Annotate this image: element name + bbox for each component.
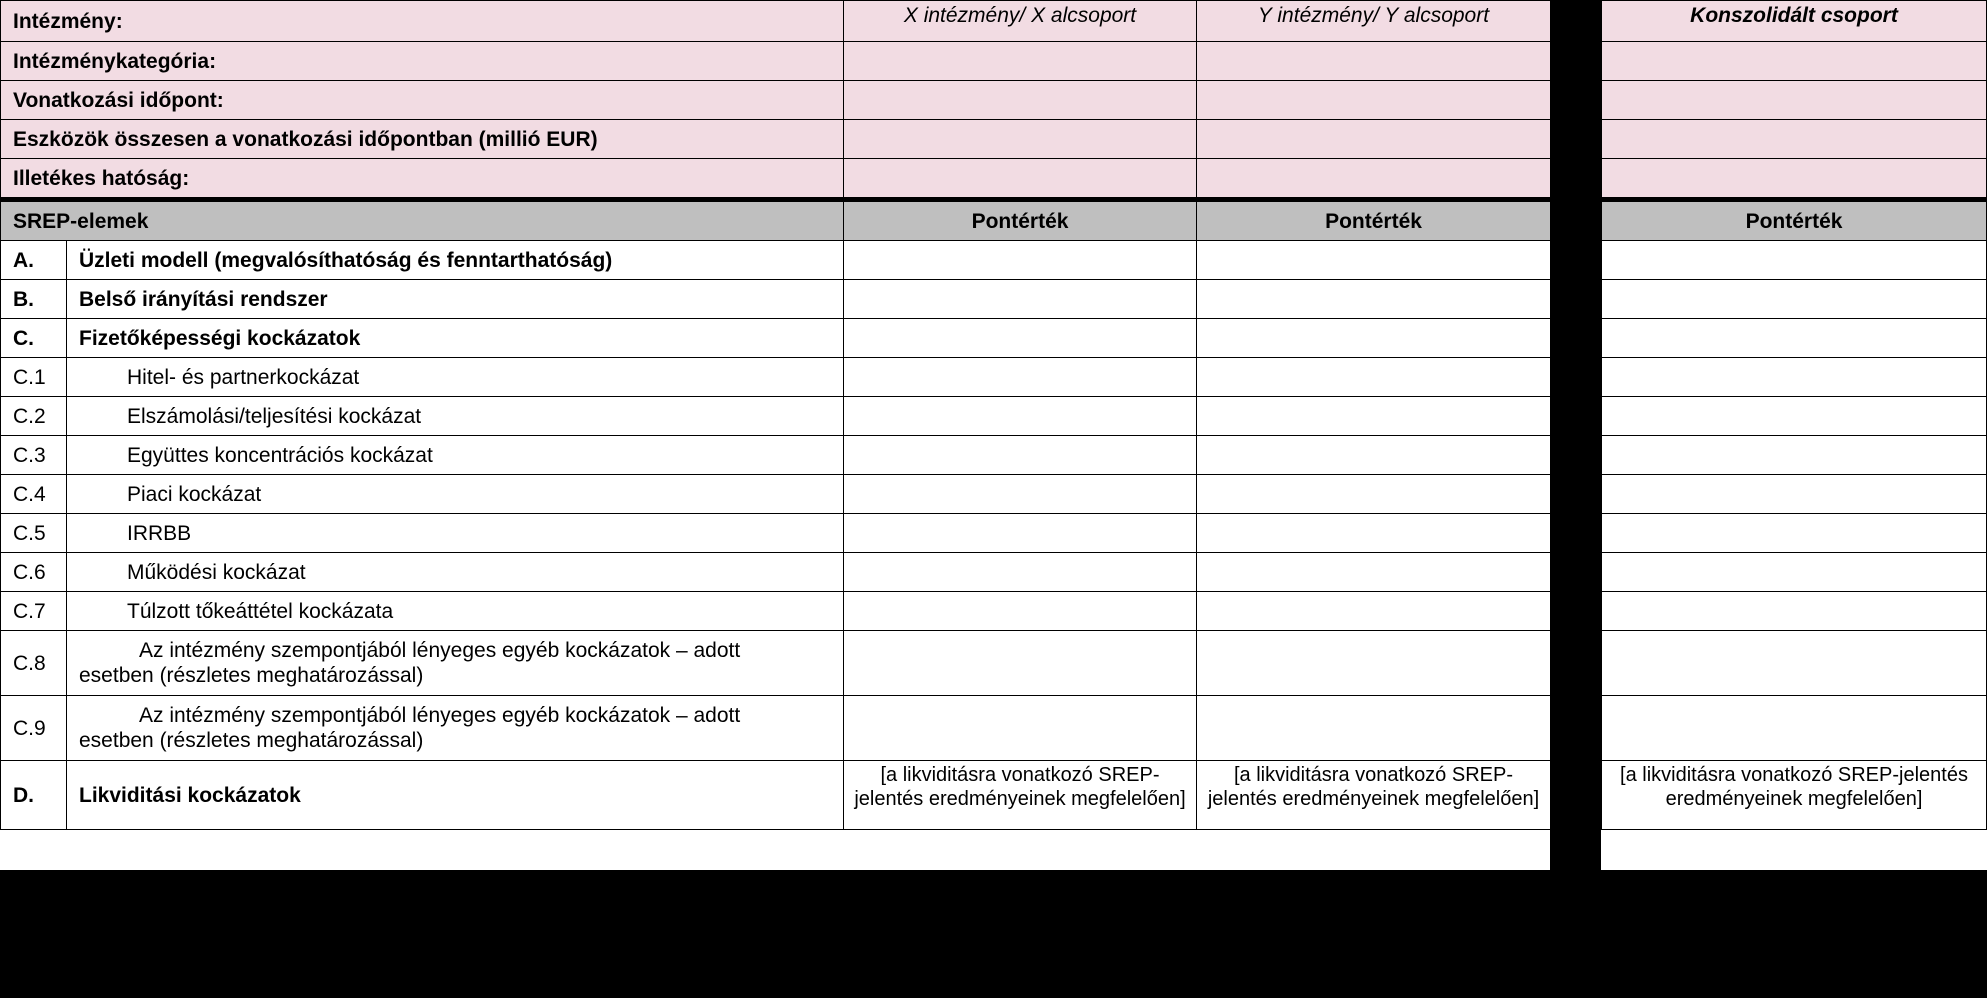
- authority-y: [1197, 159, 1551, 200]
- cons-row-c3: [1602, 436, 1987, 475]
- element-code: C.1: [1, 358, 67, 397]
- consolidated-table: [1601, 0, 1987, 870]
- institution-label: Intézmény:: [1, 1, 844, 42]
- element-label: [67, 631, 844, 696]
- score-cell-y: [1197, 358, 1551, 397]
- score-cell-y: [1197, 436, 1551, 475]
- score-cell-x: [844, 397, 1197, 436]
- score-cell-x: [844, 631, 1197, 696]
- score-cell-x: [844, 436, 1197, 475]
- element-code: C.6: [1, 553, 67, 592]
- cons-row-c5: [1602, 514, 1987, 553]
- element-row-c2: [1, 397, 1551, 436]
- cons-row-reference-date: [1602, 81, 1987, 120]
- element-label: [67, 696, 844, 761]
- info-row-authority: [1, 159, 1551, 200]
- institution-y: Y intézmény/ Y alcsoport: [1197, 1, 1551, 42]
- liquidity-note-y: [a likviditásra vonatkozó SREP-jelentés eredményeinek megfelelően]: [1197, 761, 1551, 830]
- cons-row-c6: [1602, 553, 1987, 592]
- cons-row-d: [1602, 761, 1987, 830]
- score-cell-y: [1197, 631, 1551, 696]
- score-cell-cons: [1602, 553, 1987, 592]
- element-label: Fizetőképességi kockázatok: [67, 319, 844, 358]
- element-code: B.: [1, 280, 67, 319]
- element-label: Piaci kockázat: [67, 475, 844, 514]
- element-row-b: [1, 280, 1551, 319]
- score-cell-cons: [1602, 397, 1987, 436]
- score-cell-cons: [1602, 514, 1987, 553]
- element-row-c5: [1, 514, 1551, 553]
- score-cell-cons: [1602, 475, 1987, 514]
- score-cell-x: [844, 553, 1197, 592]
- element-label: Elszámolási/teljesítési kockázat: [67, 397, 844, 436]
- institution-x: X intézmény/ X alcsoport: [844, 1, 1197, 42]
- cons-row-c8: [1602, 631, 1987, 696]
- score-cell-x: [844, 358, 1197, 397]
- category-label: Intézménykategória:: [1, 42, 844, 81]
- score-cell-y: [1197, 475, 1551, 514]
- cons-row-a: [1602, 241, 1987, 280]
- cons-row-c4: [1602, 475, 1987, 514]
- liquidity-note-x: [a likviditásra vonatkozó SREP-jelentés eredményeinek megfelelően]: [844, 761, 1197, 830]
- element-code: A.: [1, 241, 67, 280]
- element-label: Működési kockázat: [67, 553, 844, 592]
- element-row-c1: [1, 358, 1551, 397]
- reference-date-label: Vonatkozási időpont:: [1, 81, 844, 120]
- score-header-y: Pontérték: [1197, 200, 1551, 241]
- element-row-c6: [1, 553, 1551, 592]
- info-row-reference-date: [1, 81, 1551, 120]
- score-cell-x: [844, 592, 1197, 631]
- cons-category: [1602, 42, 1987, 81]
- element-label-text: Az intézmény szempontjából lényeges egyéb kockázatok – adott esetben (részletes meghatározással): [79, 639, 741, 687]
- element-label: Belső irányítási rendszer: [67, 280, 844, 319]
- element-label-text: Az intézmény szempontjából lényeges egyéb kockázatok – adott esetben (részletes meghatározással): [79, 704, 741, 752]
- score-cell-y: [1197, 319, 1551, 358]
- score-cell-x: [844, 475, 1197, 514]
- element-code: C.9: [1, 696, 67, 761]
- score-cell-y: [1197, 280, 1551, 319]
- category-x: [844, 42, 1197, 81]
- score-cell-cons: [1602, 319, 1987, 358]
- score-header-cons: Pontérték: [1602, 200, 1987, 241]
- element-row-a: [1, 241, 1551, 280]
- score-cell-x: [844, 241, 1197, 280]
- cons-header-row: [1602, 200, 1987, 241]
- element-row-c4: [1, 475, 1551, 514]
- reference-date-y: [1197, 81, 1551, 120]
- element-row-c9: [1, 696, 1551, 761]
- info-row-institution: [1, 1, 1551, 42]
- cons-row-c7: [1602, 592, 1987, 631]
- element-code: C.4: [1, 475, 67, 514]
- total-assets-y: [1197, 120, 1551, 159]
- liquidity-note-cons: [a likviditásra vonatkozó SREP-jelentés eredményeinek megfelelően]: [1602, 761, 1987, 830]
- authority-label: Illetékes hatóság:: [1, 159, 844, 200]
- score-cell-cons: [1602, 696, 1987, 761]
- score-cell-y: [1197, 696, 1551, 761]
- score-cell-y: [1197, 241, 1551, 280]
- element-code: C.: [1, 319, 67, 358]
- header-row: [1, 200, 1551, 241]
- score-cell-x: [844, 280, 1197, 319]
- total-assets-label: Eszközök összesen a vonatkozási időpontban (millió EUR): [1, 120, 844, 159]
- score-cell-cons: [1602, 592, 1987, 631]
- element-code: C.8: [1, 631, 67, 696]
- element-label: Túlzott tőkeáttétel kockázata: [67, 592, 844, 631]
- element-code: C.2: [1, 397, 67, 436]
- element-label: Együttes koncentrációs kockázat: [67, 436, 844, 475]
- cons-row-total-assets: [1602, 120, 1987, 159]
- score-cell-x: [844, 514, 1197, 553]
- score-cell-y: [1197, 514, 1551, 553]
- element-row-c8: [1, 631, 1551, 696]
- element-label: IRRBB: [67, 514, 844, 553]
- authority-x: [844, 159, 1197, 200]
- element-label: Likviditási kockázatok: [67, 761, 844, 830]
- score-header-x: Pontérték: [844, 200, 1197, 241]
- score-cell-x: [844, 319, 1197, 358]
- element-code: C.7: [1, 592, 67, 631]
- cons-row-institution: [1602, 1, 1987, 42]
- score-cell-y: [1197, 397, 1551, 436]
- cons-row-c: [1602, 319, 1987, 358]
- element-code: C.5: [1, 514, 67, 553]
- cons-row-c1: [1602, 358, 1987, 397]
- consolidated-group-label: Konszolidált csoport: [1602, 1, 1987, 42]
- category-y: [1197, 42, 1551, 81]
- element-row-c7: [1, 592, 1551, 631]
- score-cell-cons: [1602, 241, 1987, 280]
- srep-elements-header: SREP-elemek: [1, 200, 844, 241]
- cons-row-b: [1602, 280, 1987, 319]
- element-label: Üzleti modell (megvalósíthatóság és fenntarthatóság): [67, 241, 844, 280]
- element-code: C.3: [1, 436, 67, 475]
- score-cell-cons: [1602, 280, 1987, 319]
- cons-row-c2: [1602, 397, 1987, 436]
- cons-authority: [1602, 159, 1987, 200]
- score-cell-y: [1197, 592, 1551, 631]
- total-assets-x: [844, 120, 1197, 159]
- cons-row-authority: [1602, 159, 1987, 200]
- reference-date-x: [844, 81, 1197, 120]
- info-row-category: [1, 42, 1551, 81]
- score-cell-x: [844, 696, 1197, 761]
- element-row-d: [1, 761, 1551, 830]
- info-row-total-assets: [1, 120, 1551, 159]
- score-cell-cons: [1602, 631, 1987, 696]
- score-cell-cons: [1602, 436, 1987, 475]
- cons-row-c9: [1602, 696, 1987, 761]
- element-row-c3: [1, 436, 1551, 475]
- cons-reference-date: [1602, 81, 1987, 120]
- score-cell-y: [1197, 553, 1551, 592]
- score-cell-cons: [1602, 358, 1987, 397]
- cons-total-assets: [1602, 120, 1987, 159]
- element-row-c: [1, 319, 1551, 358]
- element-code: D.: [1, 761, 67, 830]
- cons-row-category: [1602, 42, 1987, 81]
- element-label: Hitel- és partnerkockázat: [67, 358, 844, 397]
